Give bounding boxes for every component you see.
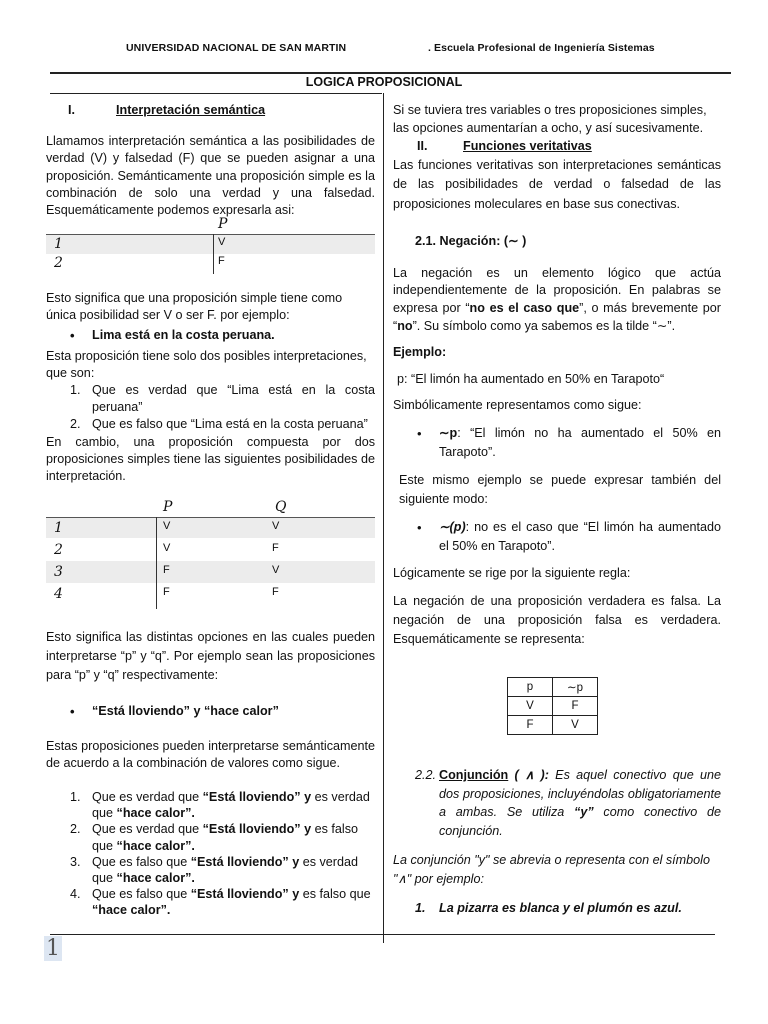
section-1-title: Interpretación semántica	[116, 103, 266, 117]
table-row	[46, 255, 375, 275]
section-1-number: I.	[68, 103, 75, 117]
paragraph-options: Esto significa las distintas opciones en las cuales pueden interpretarse “p” y “q”. Por ejemplo sean las proposiciones para “p” y “q” respectivamente:	[46, 630, 375, 682]
negation-truth-table	[507, 677, 598, 735]
row-number: 1	[54, 236, 63, 252]
right-column-bottom	[393, 766, 721, 918]
cell: F	[508, 716, 553, 735]
left-column-mid	[46, 290, 375, 485]
header-p: p	[508, 678, 553, 697]
right-column	[393, 102, 721, 649]
paragraph-negacion: La negación es un elemento lógico que actúa independientemente de la proposición. En palabras se expresa por “no es el caso que”, o más brevemente por “no”. Su símbolo como ya sabemos es la tilde “∼”.	[393, 265, 721, 333]
header-university: UNIVERSIDAD NACIONAL DE SAN MARTIN	[126, 42, 347, 54]
footer-rule	[50, 934, 715, 935]
column-divider	[383, 93, 384, 943]
list-item: 2. Que es falso que “Lima está en la costa peruana”	[70, 417, 368, 432]
example-pizarra: 1. La pizarra es blanca y el plumón es azul.	[415, 901, 682, 915]
header-rule	[50, 72, 731, 74]
example-p: p: “El limón ha aumentado en 50% en Tarapoto“	[397, 371, 665, 386]
table-header-q: Q	[275, 499, 287, 515]
cell-p: V	[218, 236, 226, 248]
cell: F	[553, 697, 598, 716]
table-row	[508, 716, 598, 735]
subsection-negacion: 2.1. Negación: (∼ )	[415, 234, 527, 249]
list-item: 1. Que es verdad que “Está lloviendo” y es verdad que “hace calor”.	[70, 790, 370, 821]
list-item: 3. Que es falso que “Está lloviendo” y es verdad que “hace calor”.	[70, 854, 359, 886]
list-item: 2. Que es verdad que “Está lloviendo” y es falso que “hace calor”.	[70, 822, 359, 853]
row-number: 2	[54, 255, 63, 271]
bullet-not-p: ∼p: “El limón no ha aumentado el 50% en Tarapoto”.	[439, 426, 721, 460]
paragraph-compound: En cambio, una proposición compuesta por dos proposiciones simples tiene las siguientes posibilidades de interpretación.	[46, 434, 375, 484]
left-column-bottom	[46, 628, 375, 919]
subsection-title: Conjunción	[439, 768, 509, 782]
section-2-heading	[393, 138, 721, 156]
table-row	[46, 542, 375, 562]
table-row	[46, 520, 375, 540]
list-item: 1. Que es verdad que “Lima está en la costa peruana”	[70, 383, 375, 415]
bullet-lima-text: Lima está en la costa peruana.	[92, 328, 275, 343]
list-item: 4. Que es falso que “Está lloviendo” y es falso que “hace calor”.	[70, 887, 371, 918]
list-lloviendo	[46, 789, 375, 919]
list-lima	[46, 382, 375, 434]
paragraph-interpretations: Esta proposición tiene solo dos posibles interpretaciones, que son:	[46, 348, 367, 380]
row-number: 2	[54, 542, 63, 558]
cell-q: V	[272, 564, 280, 576]
row-number: 4	[54, 586, 63, 602]
cell-p: V	[163, 520, 171, 532]
cell-p: V	[163, 542, 171, 554]
paragraph-conjuncion: La conjunción "y" se abrevia o representa con el símbolo "∧" por ejemplo:	[393, 853, 710, 886]
bullet-lloviendo-text: “Está lloviendo” y “hace calor”	[92, 704, 279, 718]
cell-q: F	[272, 586, 279, 598]
table-header-p: P	[163, 499, 173, 515]
page-title: LOGICA PROPOSICIONAL	[305, 75, 463, 89]
bullet-lima	[46, 327, 375, 344]
paragraph-negation-rule: La negación de una proposición verdadera es falsa. La negación de una proposición falsa es verdadera. Esquemáticamente se representa:	[393, 593, 721, 646]
table-header-p: P	[218, 216, 228, 232]
cell: V	[508, 697, 553, 716]
subsection-conjuncion: 2.2. Conjunción ( ∧ ): Es aquel conectivo que une dos proposiciones, incluyéndolas obligatoriamente a ambas. Se utiliza “y” como conectivo de conjunción.	[415, 768, 722, 838]
paragraph-veritativas: Las funciones veritativas son interpretaciones semánticas de las posibilidades de verdad o falsedad de las proposiciones moleculares en base sus conectivas.	[393, 157, 721, 211]
table-row	[46, 564, 375, 584]
table-row	[46, 586, 375, 606]
header-not-p: ∼p	[553, 678, 598, 697]
subsection-number: 2.2.	[415, 768, 437, 782]
cell-q: V	[272, 520, 280, 532]
cell-p: F	[163, 586, 170, 598]
cell: V	[553, 716, 598, 735]
truth-table-compound	[46, 499, 375, 611]
page-number: 1	[46, 936, 60, 961]
section-1-heading	[46, 102, 375, 119]
table-row	[508, 697, 598, 716]
section-2-title: Funciones veritativas	[463, 139, 592, 154]
bullet-not-paren-p: ∼(p): no es el caso que “El limón ha aumentado el 50% en Tarapoto”.	[439, 520, 721, 554]
cell-p: F	[218, 255, 225, 267]
row-number: 3	[54, 564, 63, 580]
cell-p: F	[163, 564, 170, 576]
header-school: . Escuela Profesional de Ingeniería Sistemas	[428, 42, 655, 54]
paragraph-definition: Llamamos interpretación semántica a las posibilidades de verdad (V) y falsedad (F) que se pueden asignar a una proposición. Semánticamente una proposición simple es la combinación de solo una verdad y una falsedad. Esquemáticamente podemos expresarla asi:	[46, 134, 375, 218]
list-item-text: Que es falso que “Lima está en la costa peruana”	[92, 417, 368, 432]
truth-table-simple	[46, 216, 375, 276]
table-row	[508, 678, 598, 697]
paragraph-three-vars: Si se tuviera tres variables o tres proposiciones simples, las opciones aumentarían a ocho, y así sucesivamente.	[393, 103, 707, 135]
paragraph-symbolic: Simbólicamente representamos como sigue:	[393, 398, 642, 413]
paragraph-combinations: Estas proposiciones pueden interpretarse semánticamente de acuerdo a la combinación de valores como sigue.	[46, 739, 375, 770]
list-item-text: Que es verdad que “Lima está en la costa peruana”	[92, 383, 375, 415]
title-rule	[50, 93, 382, 94]
left-column	[46, 102, 375, 219]
ejemplo-label: Ejemplo:	[393, 345, 447, 360]
paragraph-simple: Esto significa que una proposición simple tiene como única posibilidad ser V o ser F. por ejemplo:	[46, 291, 343, 323]
bullet-lloviendo	[46, 702, 375, 721]
paragraph-alt: Este mismo ejemplo se puede expresar también del siguiente modo:	[399, 473, 721, 507]
section-2-number: II.	[417, 139, 428, 154]
table-row	[46, 236, 375, 256]
paragraph-rule: Lógicamente se rige por la siguiente regla:	[393, 566, 631, 581]
cell-q: F	[272, 542, 279, 554]
row-number: 1	[54, 520, 63, 536]
